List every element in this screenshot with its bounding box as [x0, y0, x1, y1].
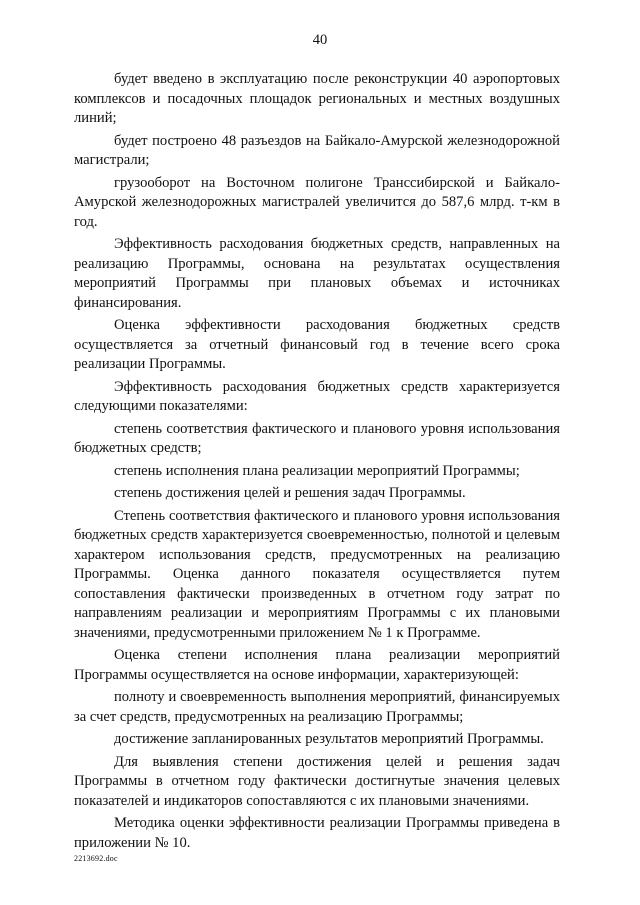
page-number: 40	[312, 32, 328, 48]
paragraph: степень исполнения плана реализации мероприятий Программы;	[114, 462, 520, 479]
paragraph: будет введено в эксплуатацию после реконструкции 40 аэропортовых комплексов и посадочных площадок региональных и местных воздушных линий;	[74, 71, 560, 126]
paragraph: полноту и своевременность выполнения мероприятий, финансируемых за счет средств, предусмотренных на реализацию Программы;	[74, 689, 560, 725]
paragraph: будет построено 48 разъездов на Байкало-Амурской железнодорожной магистрали;	[74, 132, 560, 168]
document-filename: 2213692.doc	[74, 854, 118, 863]
document-body	[74, 70, 560, 856]
paragraph: Степень соответствия фактического и планового уровня использования бюджетных средств характеризуется своевременностью, полнотой и целевым характером использования средств, предусмотренных на реализацию Программы. Оценка данного показателя осуществляется путем сопоставления фактически произведенных в отчетном году затрат по направлениям реализации и мероприятиям Программы с их плановыми значениями, предусмотренными приложением № 1 к Программе.	[74, 507, 560, 641]
paragraph: Эффективность расходования бюджетных средств характеризуется следующими показателями:	[74, 378, 560, 414]
paragraph: Для выявления степени достижения целей и решения задач Программы в отчетном году фактически достигнутые значения целевых показателей и индикаторов сопоставляются с их плановыми значениями.	[74, 753, 560, 809]
paragraph: Оценка степени исполнения плана реализации мероприятий Программы осуществляется на основе информации, характеризующей:	[74, 647, 560, 683]
paragraph: грузооборот на Восточном полигоне Транссибирской и Байкало-Амурской железнодорожных магистралей увеличится до 587,6 млрд. т-км в год.	[74, 174, 560, 230]
paragraph: Методика оценки эффективности реализации Программы приведена в приложении № 10.	[74, 815, 560, 851]
paragraph: степень соответствия фактического и планового уровня использования бюджетных средств;	[74, 420, 560, 456]
paragraph: степень достижения целей и решения задач Программы.	[114, 485, 466, 501]
paragraph: Эффективность расходования бюджетных средств, направленных на реализацию Программы, основана на результатах осуществления мероприятий Программы при плановых объемах и источниках финансирования.	[74, 236, 560, 311]
paragraph: достижение запланированных результатов мероприятий Программы.	[114, 731, 544, 747]
paragraph: Оценка эффективности расходования бюджетных средств осуществляется за отчетный финансовый год в течение всего срока реализации Программы.	[74, 317, 560, 372]
